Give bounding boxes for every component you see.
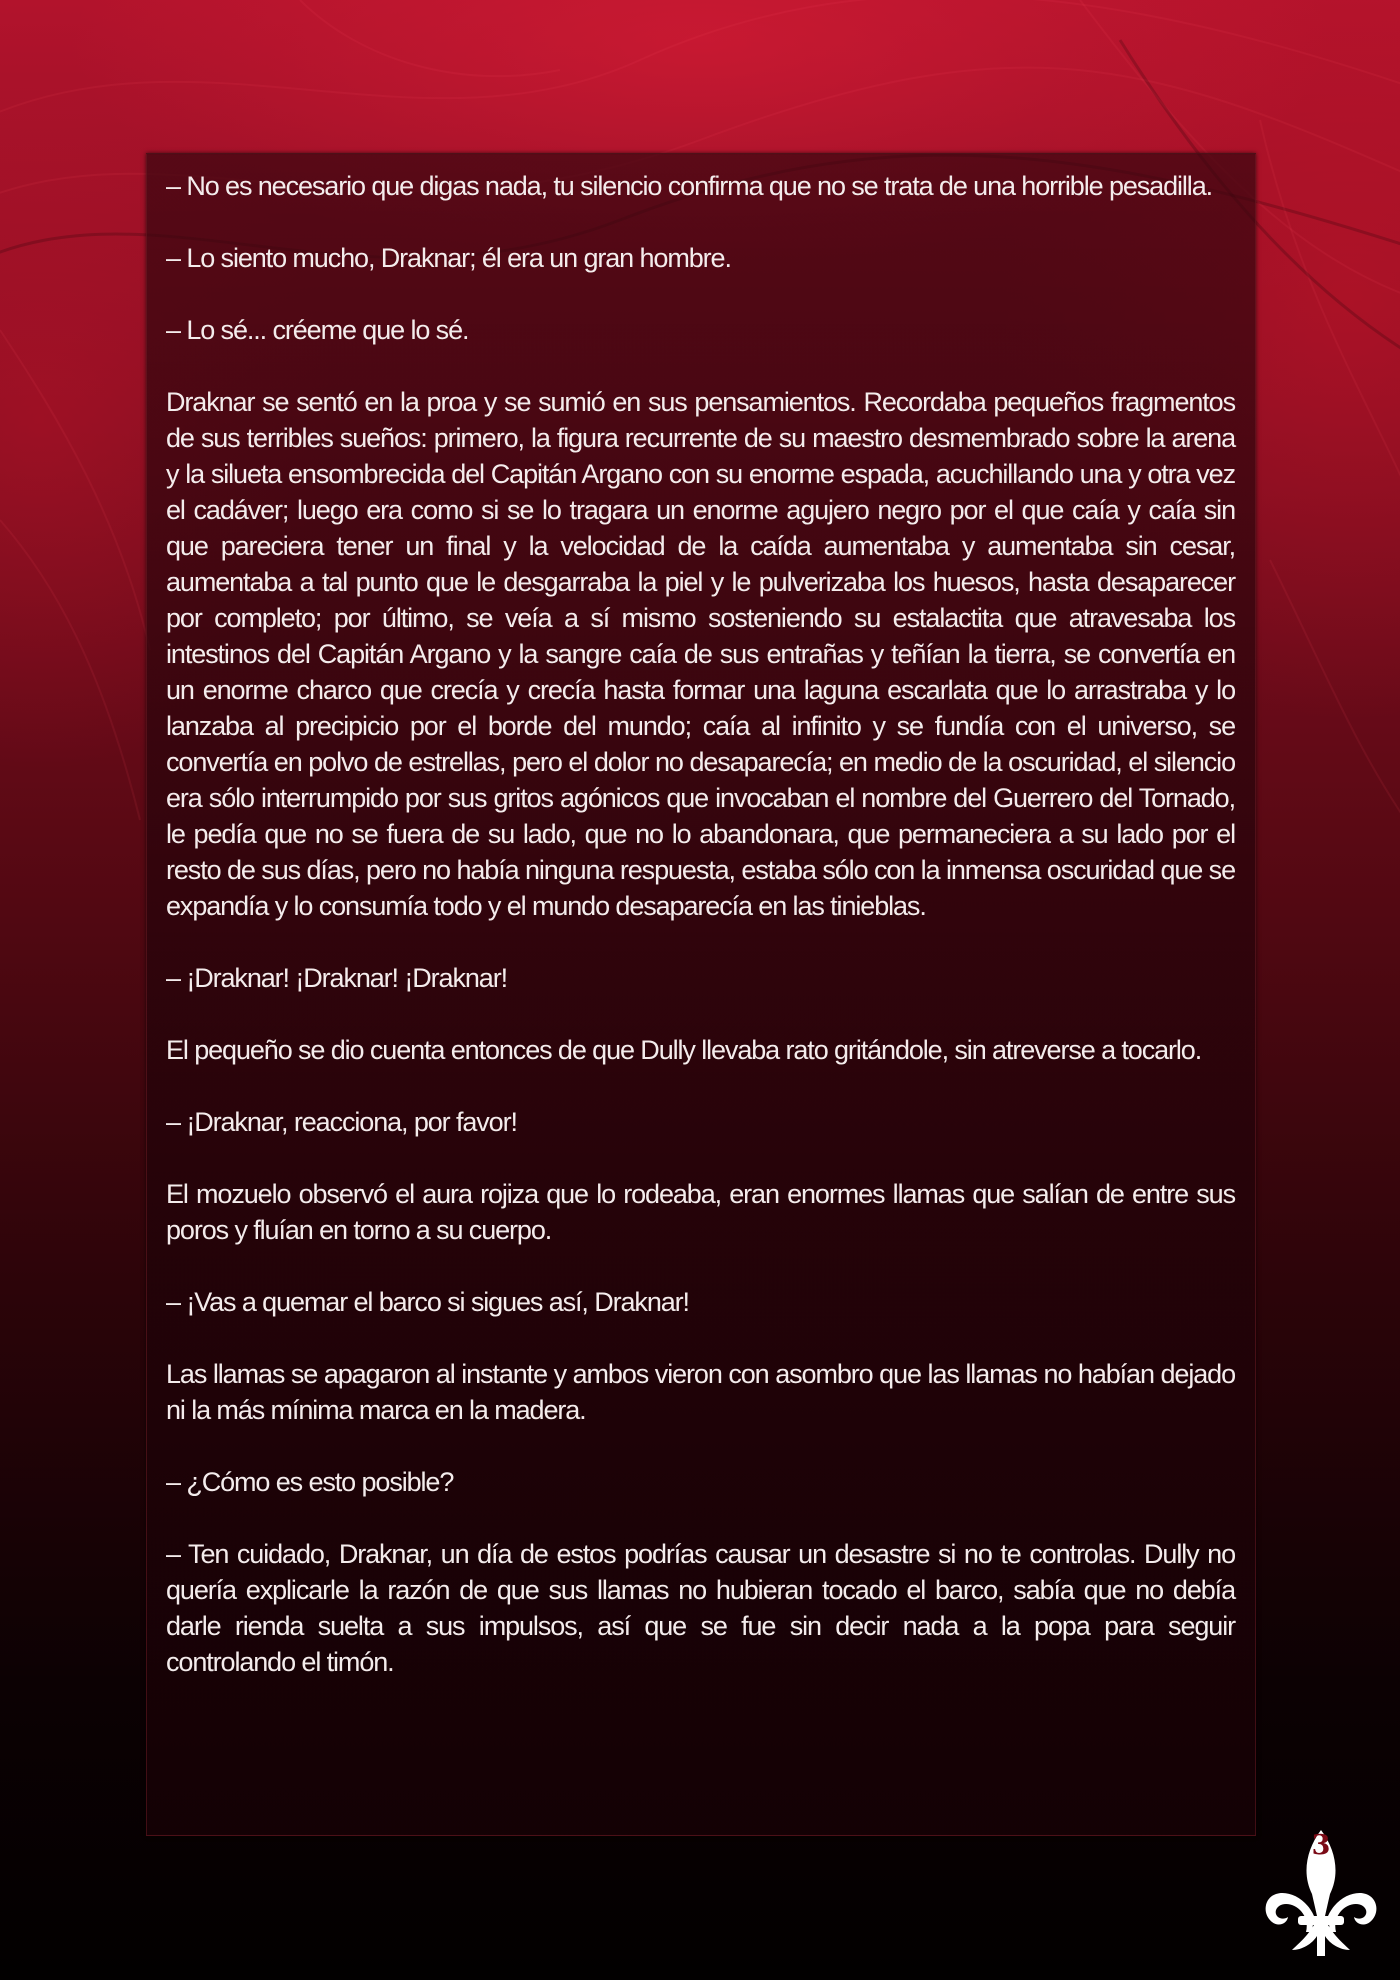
paragraph: – ¡Vas a quemar el barco si sigues así, Draknar! xyxy=(166,1287,689,1317)
paragraph: – Lo sé... créeme que lo sé. xyxy=(166,315,469,345)
paragraph: – No es necesario que digas nada, tu silencio confirma que no se trata de una horrible pesadilla. xyxy=(166,171,1213,201)
paragraph: – ¿Cómo es esto posible? xyxy=(166,1467,454,1497)
paragraph: – ¡Draknar, reacciona, por favor! xyxy=(166,1107,517,1137)
text-panel xyxy=(146,153,1256,1836)
paragraph: – ¡Draknar! ¡Draknar! ¡Draknar! xyxy=(166,963,507,993)
paragraph: – Ten cuidado, Draknar, un día de estos podrías causar un desastre si no te controlas. Dully no quería explicarle la razón de que sus llamas no hubieran tocado el barco, sabía que no debía darle rienda suelta a sus impulsos, así que se fue sin decir nada a la popa para seguir controlando el timón. xyxy=(166,1539,1235,1677)
paragraph: El mozuelo observó el aura rojiza que lo rodeaba, eran enormes llamas que salían de entre sus poros y fluían en torno a su cuerpo. xyxy=(166,1179,1235,1245)
page-number: 3 xyxy=(1311,1830,1331,1861)
paragraph: – Lo siento mucho, Draknar; él era un gran hombre. xyxy=(166,243,731,273)
paragraph: Las llamas se apagaron al instante y ambos vieron con asombro que las llamas no habían dejado ni la más mínima marca en la madera. xyxy=(166,1359,1235,1425)
paragraph: El pequeño se dio cuenta entonces de que Dully llevaba rato gritándole, sin atreverse a tocarlo. xyxy=(166,1035,1202,1065)
paragraph: Draknar se sentó en la proa y se sumió en sus pensamientos. Recordaba pequeños fragmentos de sus terribles sueños: primero, la figura recurrente de su maestro desmembrado sobre la arena y la silueta ensombrecida del Capitán Argano con su enorme espada, acuchillando una y otra vez el cadáver; luego era como si se lo tragara un enorme agujero negro por el que caía y caía sin que pareciera tener un final y la velocidad de la caída aumentaba y aumentaba sin cesar, aumentaba a tal punto que le desgarraba la piel y le pulverizaba los huesos, hasta desaparecer por completo; por último, se veía a sí mismo sosteniendo su estalactita que atravesaba los intestinos del Capitán Argano y la sangre caía de sus entrañas y teñían la tierra, se convertía en un enorme charco que crecía y crecía hasta formar una laguna escarlata que lo arrastraba y lo lanzaba al precipicio por el borde del mundo; caía al infinito y se fundía con el universo, se convertía en polvo de estrellas, pero el dolor no desaparecía; en medio de la oscuridad, el silencio era sólo interrumpido por sus gritos agónicos que invocaban el nombre del Guerrero del Tornado, le pedía que no se fuera de su lado, que no lo abandonara, que permaneciera a su lado por el resto de sus días, pero no había ninguna respuesta, estaba sólo con la inmensa oscuridad que se expandía y lo consumía todo y el mundo desaparecía en las tinieblas. xyxy=(166,387,1235,921)
